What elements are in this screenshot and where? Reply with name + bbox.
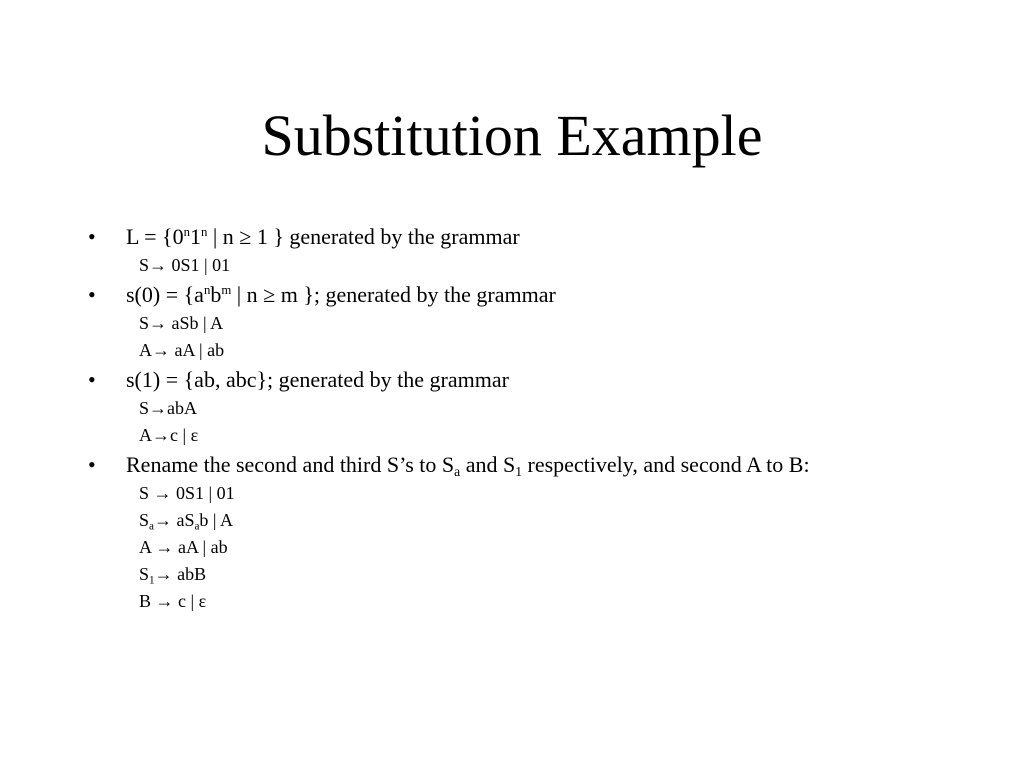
superscript: n (203, 283, 211, 298)
text-fragment: | n ≥ m }; generated by the grammar (231, 282, 556, 307)
text-fragment: L = {0 (126, 224, 184, 249)
bullet-text (126, 282, 556, 307)
text-fragment: Rename the second and third S’s to S (126, 452, 455, 477)
subscript: a (149, 520, 154, 533)
grammar-rule: A→c | ε (139, 425, 199, 445)
text-fragment: respectively, and second A to B: (522, 452, 810, 477)
superscript: n (183, 225, 190, 240)
subscript: 1 (149, 574, 155, 587)
grammar-rule: S → 0S1 | 01 (139, 483, 235, 503)
text-fragment: | n ≥ 1 } generated by the grammar (207, 224, 520, 249)
bullet-marker: • (88, 452, 96, 477)
bullet-text (126, 224, 520, 249)
subscript: a (454, 464, 461, 480)
bullet-text (126, 452, 810, 480)
slide-title: Substitution Example (261, 103, 763, 168)
text-fragment: 1 (189, 224, 201, 249)
bullet-item-rename (88, 450, 988, 480)
grammar-rule (88, 561, 988, 588)
text-fragment: and S (460, 452, 516, 477)
superscript: m (221, 283, 232, 298)
text-fragment: S (139, 564, 150, 584)
bullet-text: s(1) = {ab, abc}; generated by the grammar (126, 367, 509, 392)
grammar-rule: S→abA (139, 398, 197, 418)
text-fragment: s(0) = {a (126, 282, 204, 307)
grammar-rule (88, 507, 988, 534)
bullet-item-s1 (88, 365, 988, 395)
grammar-rule: A → aA | ab (139, 537, 228, 557)
subscript: 1 (515, 464, 522, 480)
bullet-item-s0 (88, 280, 988, 310)
grammar-rule: A→ aA | ab (139, 340, 225, 360)
bullet-marker: • (88, 282, 96, 307)
text-fragment: S (139, 510, 150, 530)
grammar-rule: S→ 0S1 | 01 (139, 255, 231, 275)
text-fragment: b (210, 282, 222, 307)
subscript: a (194, 520, 200, 533)
grammar-rule: B → c | ε (139, 591, 207, 611)
text-fragment: b | A (199, 510, 234, 530)
bullet-marker: • (88, 224, 96, 249)
text-fragment: → aS (153, 510, 195, 530)
superscript: n (200, 225, 208, 240)
text-fragment: → abB (154, 564, 207, 584)
bullet-item-language-l (88, 222, 988, 252)
bullet-list (88, 222, 988, 615)
bullet-marker: • (88, 367, 96, 392)
grammar-rule: S→ aSb | A (139, 313, 224, 333)
